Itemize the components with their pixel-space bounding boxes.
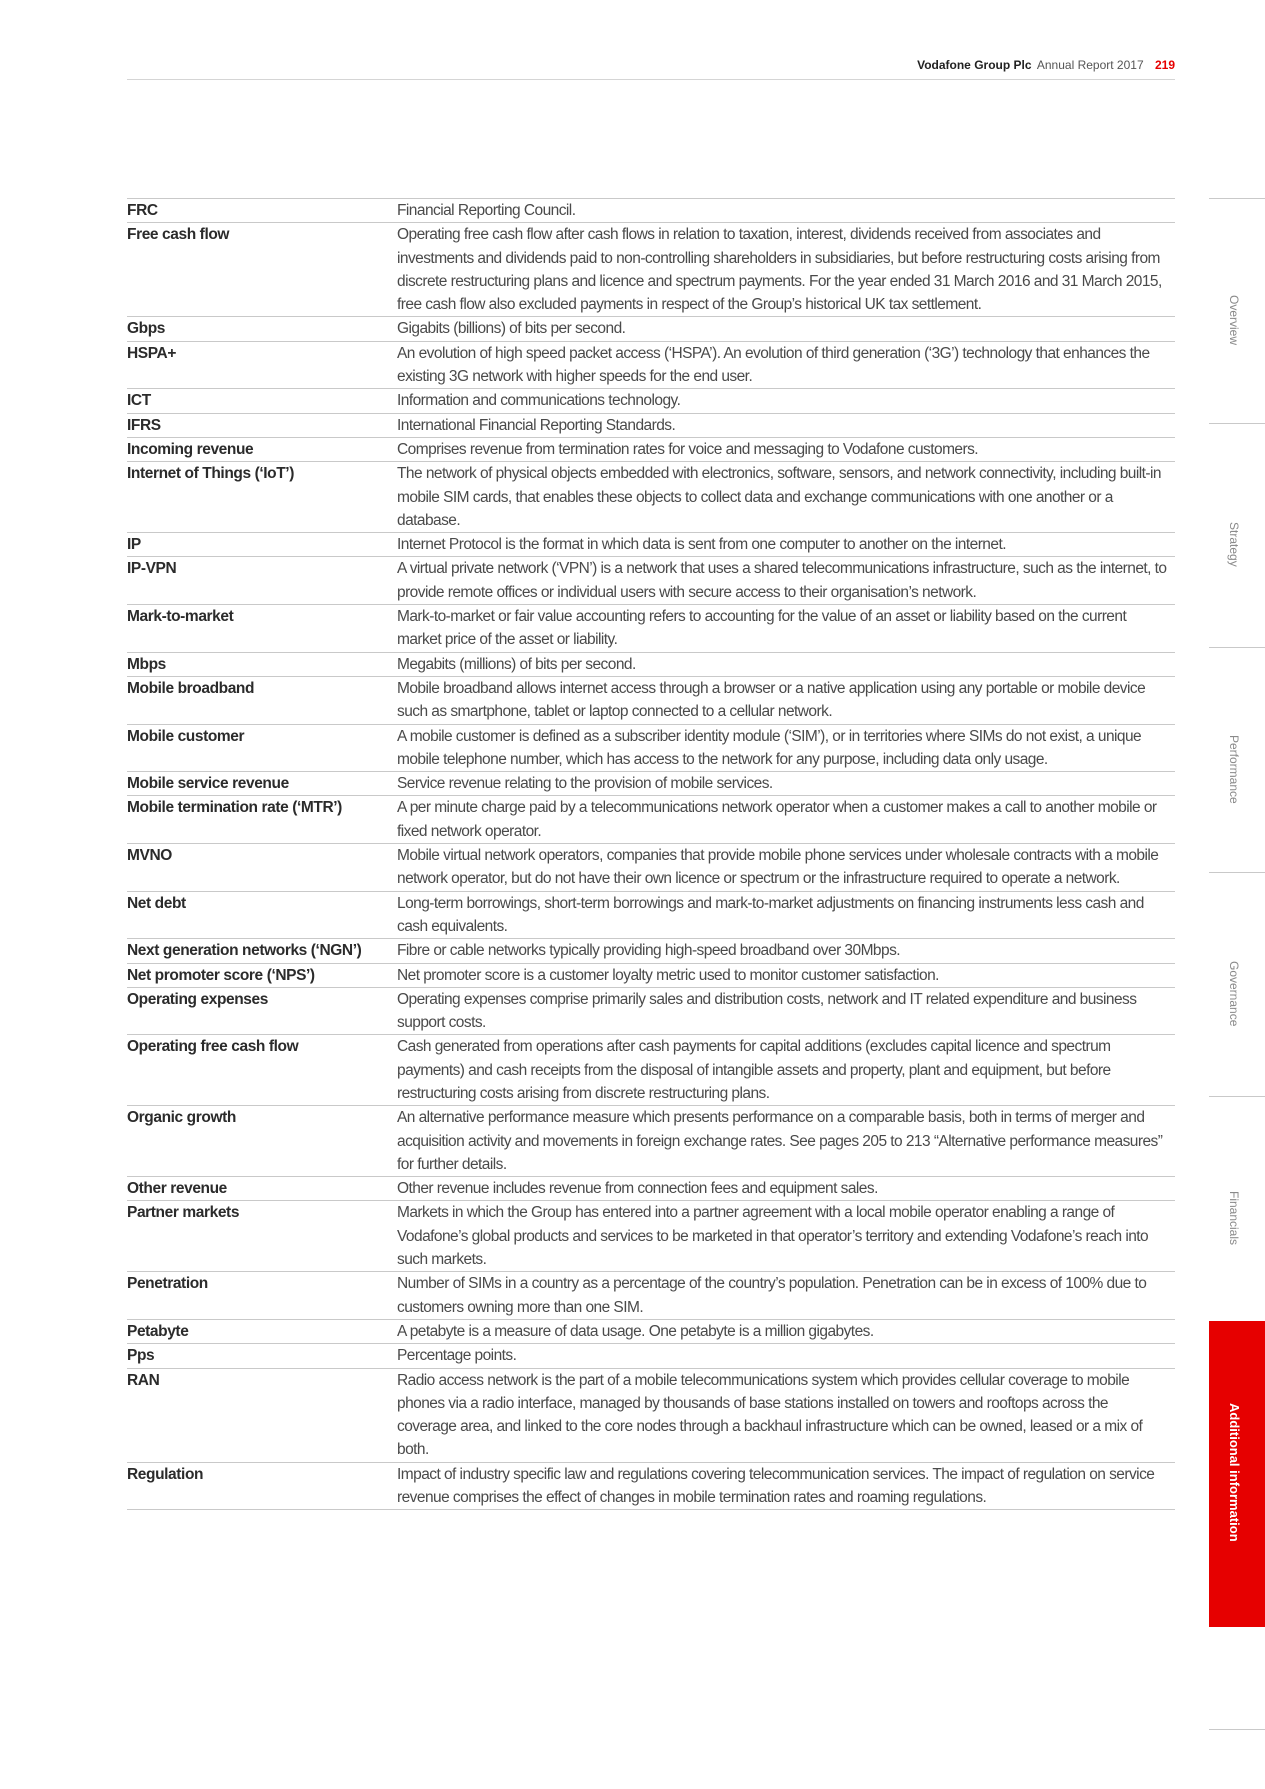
- section-tab-strategy[interactable]: [1209, 423, 1265, 649]
- glossary-definition: Cash generated from operations after cash payments for capital additions (excludes capital licence and spectrum payments) and cash receipts from the disposal of intangible assets and property, plant and equipment, but before restructuring costs arising from discrete restructuring plans.: [397, 1038, 1111, 1102]
- glossary-term: Other revenue: [127, 1180, 227, 1198]
- glossary-definition: Impact of industry specific law and regulations covering telecommunication services. The impact of regulation on service revenue comprises the effect of changes in mobile termination rates and roaming regulations.: [397, 1465, 1155, 1507]
- glossary-row: [127, 725, 1175, 773]
- glossary-definition: Percentage points.: [397, 1347, 517, 1365]
- glossary-definition: Information and communications technology.: [397, 392, 681, 410]
- glossary-term: Mbps: [127, 655, 166, 673]
- glossary-definition: The network of physical objects embedded with electronics, software, sensors, and network connectivity, including built-in mobile SIM cards, that enables these objects to collect data and exchange communications with one another or a database.: [397, 465, 1161, 529]
- glossary-term: Mobile customer: [127, 727, 245, 745]
- glossary-definition: Fibre or cable networks typically providing high-speed broadband over 30Mbps.: [397, 942, 901, 960]
- glossary-definition: A petabyte is a measure of data usage. One petabyte is a million gigabytes.: [397, 1322, 874, 1340]
- glossary-term: RAN: [127, 1371, 160, 1389]
- glossary-term: Penetration: [127, 1275, 208, 1293]
- glossary-term: HSPA+: [127, 344, 176, 362]
- glossary-term: Mobile termination rate (‘MTR’): [127, 799, 342, 817]
- glossary-row: [127, 199, 1175, 223]
- glossary-term: Next generation networks (‘NGN’): [127, 942, 362, 960]
- glossary-term: Petabyte: [127, 1322, 189, 1340]
- glossary-definition: Number of SIMs in a country as a percentage of the country’s population. Penetration can be in excess of 100% due to customers owning more than one SIM.: [397, 1275, 1147, 1316]
- glossary-row: [127, 462, 1175, 533]
- glossary-row: [127, 964, 1175, 988]
- glossary-table: [127, 198, 1175, 1510]
- glossary-row: [127, 223, 1175, 317]
- glossary-definition: Megabits (millions) of bits per second.: [397, 655, 636, 673]
- glossary-definition: Operating free cash flow after cash flows in relation to taxation, interest, dividends received from associates and investments and dividends paid to non-controlling shareholders in subsidiaries, but before restructuring costs arising from discrete restructuring plans and licence and spectrum payments. For the year ended 31 March 2016 and 31 March 2015, free cash flow also excluded payments in respect of the Group’s historical UK tax settlement.: [397, 226, 1162, 314]
- section-tab-additional-information[interactable]: [1209, 1321, 1265, 1628]
- glossary-term: Regulation: [127, 1465, 204, 1483]
- glossary-row: [127, 939, 1175, 963]
- section-tab-label: Governance: [1227, 960, 1241, 1027]
- section-tab-label: Strategy: [1227, 522, 1241, 567]
- glossary-row: [127, 653, 1175, 677]
- glossary-term: Operating expenses: [127, 990, 268, 1008]
- glossary-definition: International Financial Reporting Standards.: [397, 416, 676, 434]
- glossary-definition: An evolution of high speed packet access (‘HSPA’). An evolution of third generation (‘3G’) technology that enhances the existing 3G network with higher speeds for the end user.: [397, 344, 1150, 386]
- glossary-row: [127, 1106, 1175, 1177]
- glossary-definition: Net promoter score is a customer loyalty metric used to monitor customer satisfaction.: [397, 966, 939, 984]
- glossary-row: [127, 1035, 1175, 1106]
- glossary-term: Mobile broadband: [127, 679, 255, 697]
- glossary-row: [127, 1369, 1175, 1463]
- glossary-row: [127, 796, 1175, 844]
- glossary-row: [127, 1320, 1175, 1344]
- glossary-definition: Financial Reporting Council.: [397, 202, 576, 219]
- glossary-row: [127, 1344, 1175, 1368]
- company-name: Vodafone Group Plc: [917, 58, 1032, 72]
- glossary-definition: Internet Protocol is the format in which data is sent from one computer to another on the internet.: [397, 536, 1006, 554]
- glossary-term: Partner markets: [127, 1204, 240, 1222]
- glossary-term: ICT: [127, 392, 151, 410]
- glossary-term: Incoming revenue: [127, 440, 254, 458]
- glossary-definition: Mobile virtual network operators, companies that provide mobile phone services under wholesale contracts with a mobile network operator, but do not have their own licence or spectrum or the infrastructure required to operate a network.: [397, 847, 1159, 888]
- glossary-row: [127, 389, 1175, 413]
- glossary-definition: Other revenue includes revenue from connection fees and equipment sales.: [397, 1180, 878, 1198]
- glossary-row: [127, 844, 1175, 892]
- glossary-definition: A per minute charge paid by a telecommunications network operator when a customer makes a call to another mobile or fixed network operator.: [397, 799, 1157, 840]
- glossary-term: Operating free cash flow: [127, 1038, 299, 1056]
- glossary-term: IFRS: [127, 416, 161, 434]
- glossary-definition: Markets in which the Group has entered into a partner agreement with a local mobile operator enabling a range of Vodafone’s global products and services to be marketed in that operator’s territory and extending Vodafone’s reach into such markets.: [397, 1204, 1149, 1269]
- glossary-definition: A virtual private network (‘VPN’) is a network that uses a shared telecommunications infrastructure, such as the internet, to provide remote offices or individual users with secure access to their organisation’s network.: [397, 560, 1167, 601]
- glossary-term: MVNO: [127, 847, 172, 865]
- glossary-term: Net promoter score (‘NPS’): [127, 966, 315, 984]
- glossary-row: [127, 605, 1175, 653]
- section-tab-performance[interactable]: [1209, 647, 1265, 873]
- glossary-row: [127, 772, 1175, 796]
- section-nav-bottom-rule: [1209, 1729, 1265, 1730]
- page-number: 219: [1154, 58, 1175, 72]
- glossary-term: Internet of Things (‘IoT’): [127, 465, 294, 483]
- glossary-definition: Gigabits (billions) of bits per second.: [397, 320, 626, 338]
- section-nav: [1209, 198, 1265, 1731]
- section-tab-financials[interactable]: [1209, 1096, 1265, 1322]
- glossary-term: Net debt: [127, 894, 186, 912]
- glossary-definition: Operating expenses comprise primarily sales and distribution costs, network and IT related expenditure and business support costs.: [397, 990, 1137, 1032]
- section-tab-label: Overview: [1227, 294, 1241, 345]
- section-tab-governance[interactable]: [1209, 872, 1265, 1098]
- section-tab-label: Financials: [1227, 1190, 1241, 1246]
- glossary-definition: Long-term borrowings, short-term borrowings and mark-to-market adjustments on financing instruments less cash and cash equivalents.: [397, 894, 1144, 935]
- glossary-row: [127, 988, 1175, 1036]
- glossary-row: [127, 1272, 1175, 1320]
- glossary-term: IP: [127, 536, 141, 554]
- glossary-row: [127, 414, 1175, 438]
- glossary-term: Gbps: [127, 320, 166, 338]
- glossary-row: [127, 438, 1175, 462]
- glossary-row: [127, 1463, 1175, 1511]
- glossary-term: Organic growth: [127, 1109, 236, 1127]
- page-header: [127, 57, 1175, 80]
- glossary-definition: Service revenue relating to the provision of mobile services.: [397, 775, 773, 793]
- glossary-definition: Mark-to-market or fair value accounting refers to accounting for the value of an asset or liability based on the current market price of the asset or liability.: [397, 608, 1127, 649]
- glossary-definition: A mobile customer is defined as a subscriber identity module (‘SIM’), or in territories where SIMs do not exist, a unique mobile telephone number, which has access to the network for any purpose, including data only usage.: [397, 727, 1142, 768]
- glossary-term: FRC: [127, 202, 158, 219]
- glossary-row: [127, 677, 1175, 725]
- glossary-row: [127, 342, 1175, 390]
- glossary-definition: Comprises revenue from termination rates for voice and messaging to Vodafone customers.: [397, 440, 979, 458]
- glossary-term: Mark-to-market: [127, 608, 234, 626]
- glossary-row: [127, 533, 1175, 557]
- glossary-row: [127, 557, 1175, 605]
- section-tab-label: Additional information: [1227, 1403, 1242, 1543]
- section-tab-label: Performance: [1227, 734, 1241, 804]
- glossary-definition: An alternative performance measure which presents performance on a comparable basis, both in terms of merger and acquisition activity and movements in foreign exchange rates. See pages 205 to 213 “Alternative performance measures” for further details.: [397, 1109, 1163, 1173]
- glossary-row: [127, 1177, 1175, 1201]
- report-title: Annual Report 2017: [1036, 58, 1144, 72]
- glossary-term: IP-VPN: [127, 560, 177, 578]
- glossary-definition: Radio access network is the part of a mobile telecommunications system which provides cellular coverage to mobile phones via a radio interface, managed by thousands of base stations installed on towers and rooftops across the coverage area, and linked to the core nodes through a backhaul infrastructure which can be owned, leased or a mix of both.: [397, 1371, 1143, 1459]
- glossary-row: [127, 317, 1175, 341]
- glossary-definition: Mobile broadband allows internet access through a browser or a native application using any portable or mobile device such as smartphone, tablet or laptop connected to a cellular network.: [397, 679, 1146, 721]
- glossary-row: [127, 1201, 1175, 1272]
- glossary-row: [127, 892, 1175, 940]
- section-tab-overview[interactable]: [1209, 198, 1265, 424]
- glossary-term: Pps: [127, 1347, 155, 1365]
- glossary-term: Mobile service revenue: [127, 775, 289, 793]
- glossary-term: Free cash flow: [127, 226, 230, 244]
